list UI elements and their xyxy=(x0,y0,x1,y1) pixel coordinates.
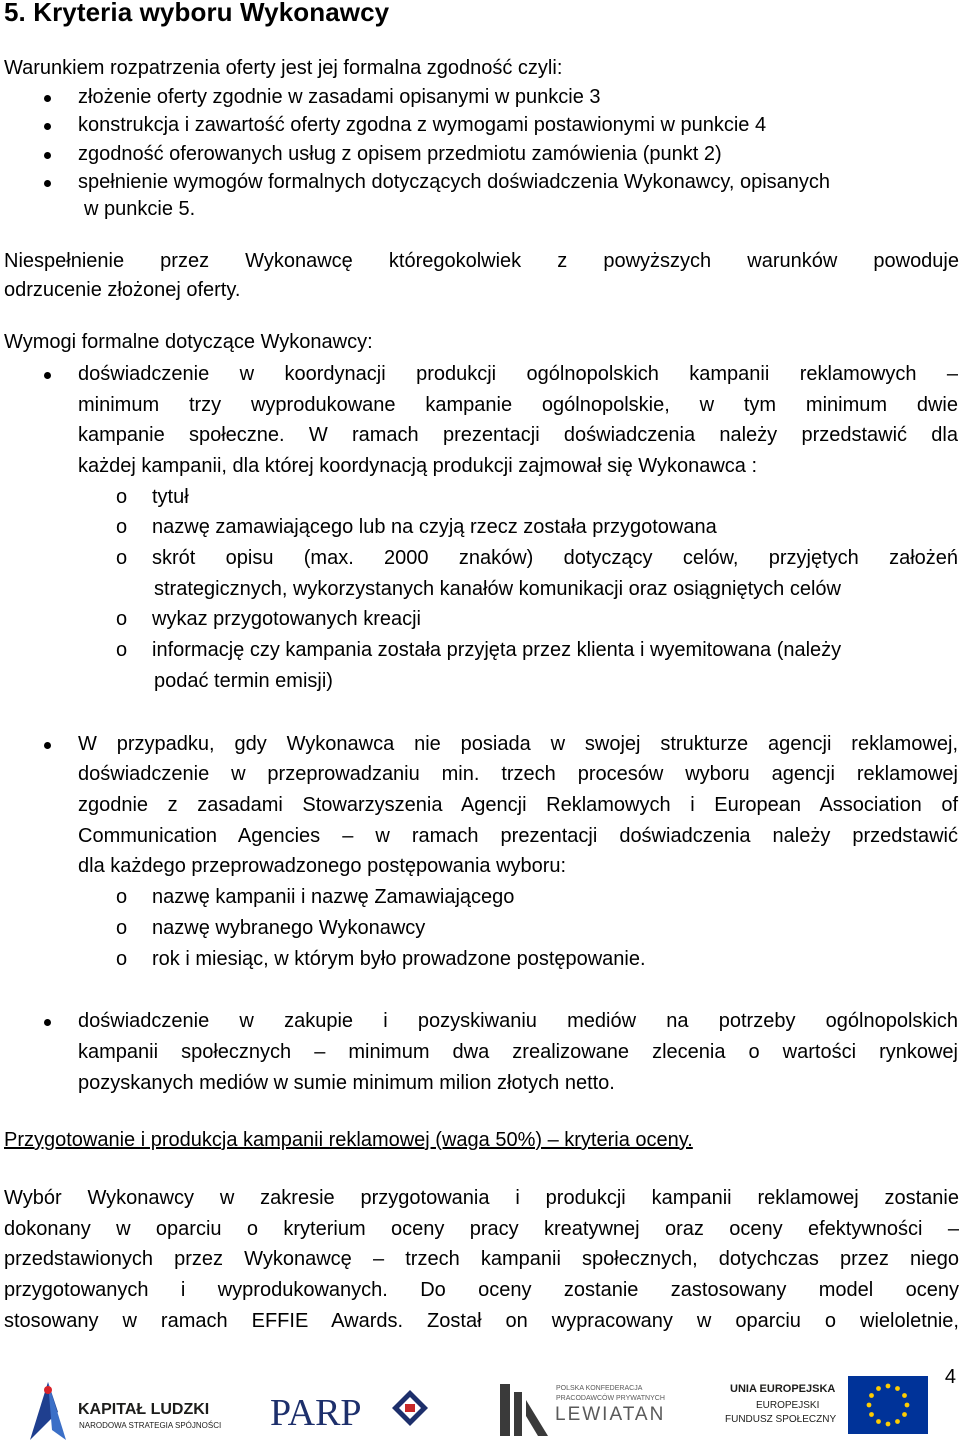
requirement-line: W przypadku, gdy Wykonawca nie posiada w swojej strukturze agencji reklamowej, xyxy=(78,729,958,760)
sub-list-item: o wykaz przygotowanych kreacji xyxy=(152,604,958,635)
requirement-line: kampanii społecznych – minimum dwa zrealizowane zlecenia o wartości rynkowej xyxy=(78,1041,958,1063)
eu-star-icon xyxy=(886,1422,891,1427)
eu-star-icon xyxy=(886,1384,891,1389)
paragraph-line: stosowany w ramach EFFIE Awards. Został on wypracowany w oparciu o wieloletnie, xyxy=(4,1310,959,1332)
sub-bullet-icon: o xyxy=(116,948,128,970)
formal-list-item: spełnienie wymogów formalnych dotyczących doświadczenia Wykonawcy, opisanych xyxy=(78,167,958,198)
paragraph-line: Wybór Wykonawcy w zakresie przygotowania i produkcji kampanii reklamowej zostanie xyxy=(4,1187,959,1209)
section-title: Przygotowanie i produkcja kampanii reklamowej (waga 50%) – kryteria oceny. xyxy=(4,1129,693,1151)
paragraph-line: dokonany w oparciu o kryterium oceny pracy kreatywnej oraz oceny efektywności – xyxy=(4,1218,959,1240)
bullet-icon xyxy=(44,742,51,749)
sub-bullet-icon: o xyxy=(116,886,128,908)
eu-star-icon xyxy=(902,1412,907,1417)
eu-star-icon xyxy=(895,1419,900,1424)
eu-star-icon xyxy=(867,1403,872,1408)
lewiatan-line2: PRACODAWCÓW PRYWATNYCH xyxy=(556,1395,665,1402)
formal-list-item: złożenie oferty zgodnie w zasadami opisanymi w punkcie 3 xyxy=(78,82,958,113)
kapital-ludzki-logo xyxy=(30,1382,221,1440)
sub-list-item: o rok i miesiąc, w którym było prowadzone postępowanie. xyxy=(152,944,958,975)
requirement-line: dla każdego przeprowadzonego postępowania wyboru: xyxy=(78,855,567,877)
eu-logo xyxy=(725,1376,928,1434)
formal-list-item: konstrukcja i zawartość oferty zgodna z wymogami postawionymi w punkcie 4 xyxy=(78,110,958,141)
parp-text: PARP xyxy=(270,1392,362,1434)
bullet-icon xyxy=(44,372,51,379)
ue-line3: FUNDUSZ SPOŁECZNY xyxy=(725,1414,837,1425)
requirement-line: doświadczenie w zakupie i pozyskiwaniu mediów na potrzeby ogólnopolskich xyxy=(78,1006,958,1037)
lewiatan-line1: POLSKA KONFEDERACJA xyxy=(556,1385,643,1392)
bullet-icon xyxy=(44,1019,51,1026)
eu-star-icon xyxy=(869,1412,874,1417)
requirement-line: kampanie społeczne. W ramach prezentacji doświadczenia należy przedstawić dla xyxy=(78,424,958,446)
requirement-line: minimum trzy wyprodukowane kampanie ogólnopolskie, w tym minimum dwie xyxy=(78,394,958,416)
requirement-line: zgodnie z zasadami Stowarzyszenia Agencji Reklamowych i European Association of xyxy=(78,794,958,816)
intro-text: Warunkiem rozpatrzenia oferty jest jej formalna zgodność czyli: xyxy=(4,57,563,79)
requirement-line: pozyskanych mediów w sumie minimum milion złotych netto. xyxy=(78,1072,615,1094)
sub-list-item: o skrót opisu (max. 2000 znaków) dotyczący celów, przyjętych założeń xyxy=(152,543,958,574)
bullet-icon xyxy=(44,123,51,130)
requirement-line: doświadczenie w koordynacji produkcji ogólnopolskich kampanii reklamowych – xyxy=(78,359,958,390)
sub-bullet-icon: o xyxy=(116,639,128,661)
sub-list-item: o nazwę wybranego Wykonawcy xyxy=(152,913,958,944)
formal-list-item: zgodność oferowanych usług z opisem przedmiotu zamówienia (punkt 2) xyxy=(78,139,958,170)
rejection-line: Niespełnienie przez Wykonawcę któregokolwiek z powyższych warunków powoduje xyxy=(4,250,959,272)
kl-subtitle: NARODOWA STRATEGIA SPÓJNOŚCI xyxy=(79,1421,222,1430)
formal-list-item-continuation: w punkcie 5. xyxy=(84,198,196,220)
sub-bullet-icon: o xyxy=(116,917,128,939)
sub-bullet-icon: o xyxy=(116,516,128,538)
sub-list-item: o nazwę zamawiającego lub na czyją rzecz została przygotowana xyxy=(152,512,958,543)
bullet-icon xyxy=(44,180,51,187)
sub-list-item: o informację czy kampania została przyjęta przez klienta i wyemitowana (należy xyxy=(152,635,958,666)
ue-line1: UNIA EUROPEJSKA xyxy=(730,1383,836,1395)
bullet-icon xyxy=(44,152,51,159)
sub-bullet-icon: o xyxy=(116,547,128,569)
parp-logo xyxy=(270,1390,428,1434)
requirements-heading: Wymogi formalne dotyczące Wykonawcy: xyxy=(4,331,373,353)
rejection-line: odrzucenie złożonej oferty. xyxy=(4,279,241,301)
sub-list-item: o nazwę kampanii i nazwę Zamawiającego xyxy=(152,882,958,913)
sub-list-item: o tytuł xyxy=(152,482,958,513)
kl-title: KAPITAŁ LUDZKI xyxy=(78,1401,210,1418)
eu-star-icon xyxy=(876,1386,881,1391)
eu-star-icon xyxy=(869,1393,874,1398)
paragraph-line: przedstawionych przez Wykonawcę – trzech kampanii społecznych, dotychczas przez niego xyxy=(4,1248,959,1270)
section-heading: 5. Kryteria wyboru Wykonawcy xyxy=(4,0,390,27)
lewiatan-name: LEWIATAN xyxy=(555,1404,666,1425)
eu-star-icon xyxy=(905,1403,910,1408)
footer-logos xyxy=(0,1370,960,1451)
paragraph-line: przygotowanych i wyprodukowanych. Do oceny zostanie zastosowany model oceny xyxy=(4,1279,959,1301)
bullet-icon xyxy=(44,95,51,102)
eu-star-icon xyxy=(876,1419,881,1424)
sub-list-item-continuation: podać termin emisji) xyxy=(154,670,333,692)
requirement-line: doświadczenie w przeprowadzaniu min. trzech procesów wyboru agencji reklamowej xyxy=(78,763,958,785)
sub-bullet-icon: o xyxy=(116,608,128,630)
lewiatan-logo xyxy=(500,1384,665,1436)
ue-line2: EUROPEJSKI xyxy=(756,1400,820,1411)
page-number: 4 xyxy=(944,1366,956,1388)
requirement-line: każdej kampanii, dla której koordynacją produkcji zajmował się Wykonawca : xyxy=(78,455,758,477)
sub-bullet-icon: o xyxy=(116,486,128,508)
requirement-line: Communication Agencies – w ramach prezentacji doświadczenia należy przedstawić xyxy=(78,825,958,847)
sub-list-item-continuation: strategicznych, wykorzystanych kanałów komunikacji oraz osiągniętych celów xyxy=(154,578,841,600)
eu-star-icon xyxy=(902,1393,907,1398)
eu-star-icon xyxy=(895,1386,900,1391)
